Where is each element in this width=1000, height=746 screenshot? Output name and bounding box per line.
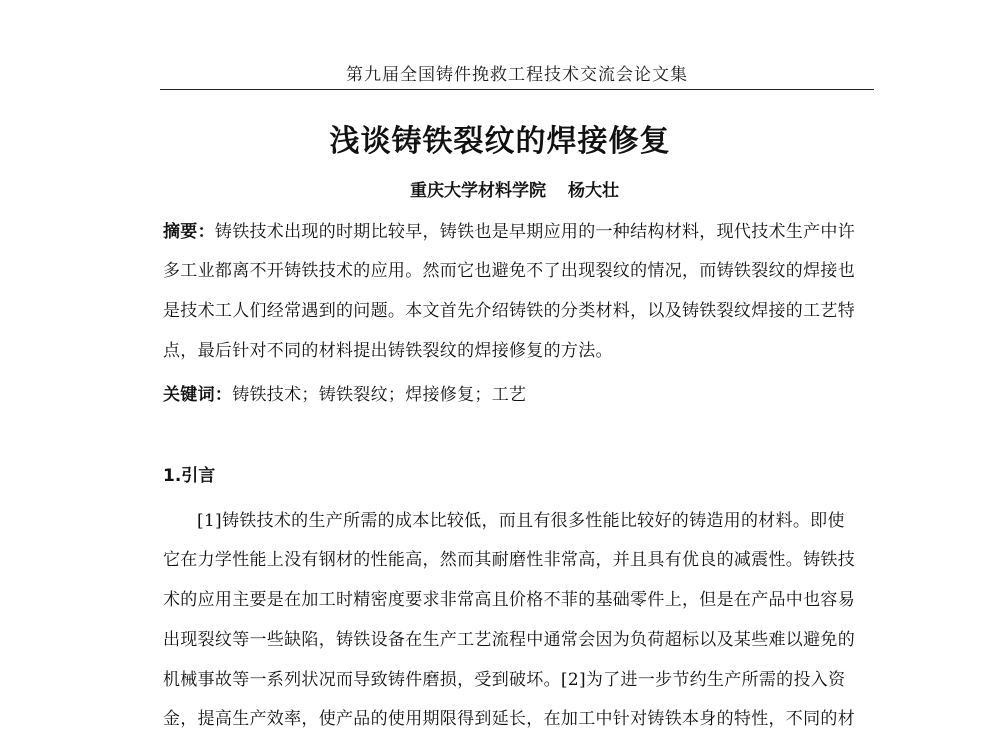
abstract-line: 多工业都离不开铸铁技术的应用。然而它也避免不了出现裂纹的情况，而铸铁裂纹的焊接也 [163, 261, 855, 281]
section-heading: 1.引言 [163, 466, 216, 486]
keywords-text: 铸铁技术；铸铁裂纹；焊接修复；工艺 [232, 385, 527, 405]
abstract-text: 铸铁技术出现的时期比较早，铸铁也是早期应用的一种结构材料，现代技术生产中许 [214, 222, 856, 242]
abstract-line: 点，最后针对不同的材料提出铸铁裂纹的焊接修复的方法。 [163, 341, 613, 361]
author-affiliation: 重庆大学材料学院 [410, 181, 546, 201]
body-line: 术的应用主要是在加工时精密度要求非常高且价格不菲的基础零件上，但是在产品中也容易 [163, 590, 855, 610]
abstract-label: 摘要： [163, 222, 215, 242]
body-line: 它在力学性能上没有钢材的性能高，然而其耐磨性非常高，并且具有优良的减震性。铸铁技 [163, 550, 855, 570]
running-header: 第九届全国铸件挽救工程技术交流会论文集 [346, 65, 688, 85]
body-line: 出现裂纹等一些缺陷，铸铁设备在生产工艺流程中通常会因为负荷超标以及某些难以避免的 [163, 630, 855, 650]
abstract-line [163, 220, 855, 244]
abstract-line: 是技术工人们经常遇到的问题。本文首先介绍铸铁的分类材料，以及铸铁裂纹焊接的工艺特 [163, 301, 855, 321]
keywords-line [163, 383, 526, 407]
paper-title: 浅谈铸铁裂纹的焊接修复 [329, 124, 671, 159]
body-line: [1]铸铁技术的生产所需的成本比较低，而且有很多性能比较好的铸造用的材料。即使 [197, 511, 845, 531]
body-line: 金，提高生产效率，使产品的使用期限得到延长，在加工中针对铸铁本身的特性，不同的材 [163, 709, 855, 729]
author-name: 杨大壮 [568, 181, 619, 201]
header-rule [160, 89, 874, 90]
author-line [410, 177, 619, 205]
body-line: 机械事故等一系列状况而导致铸件磨损，受到破坏。[2]为了进一步节约生产所需的投入资 [163, 670, 846, 690]
keywords-label: 关键词： [163, 385, 233, 405]
